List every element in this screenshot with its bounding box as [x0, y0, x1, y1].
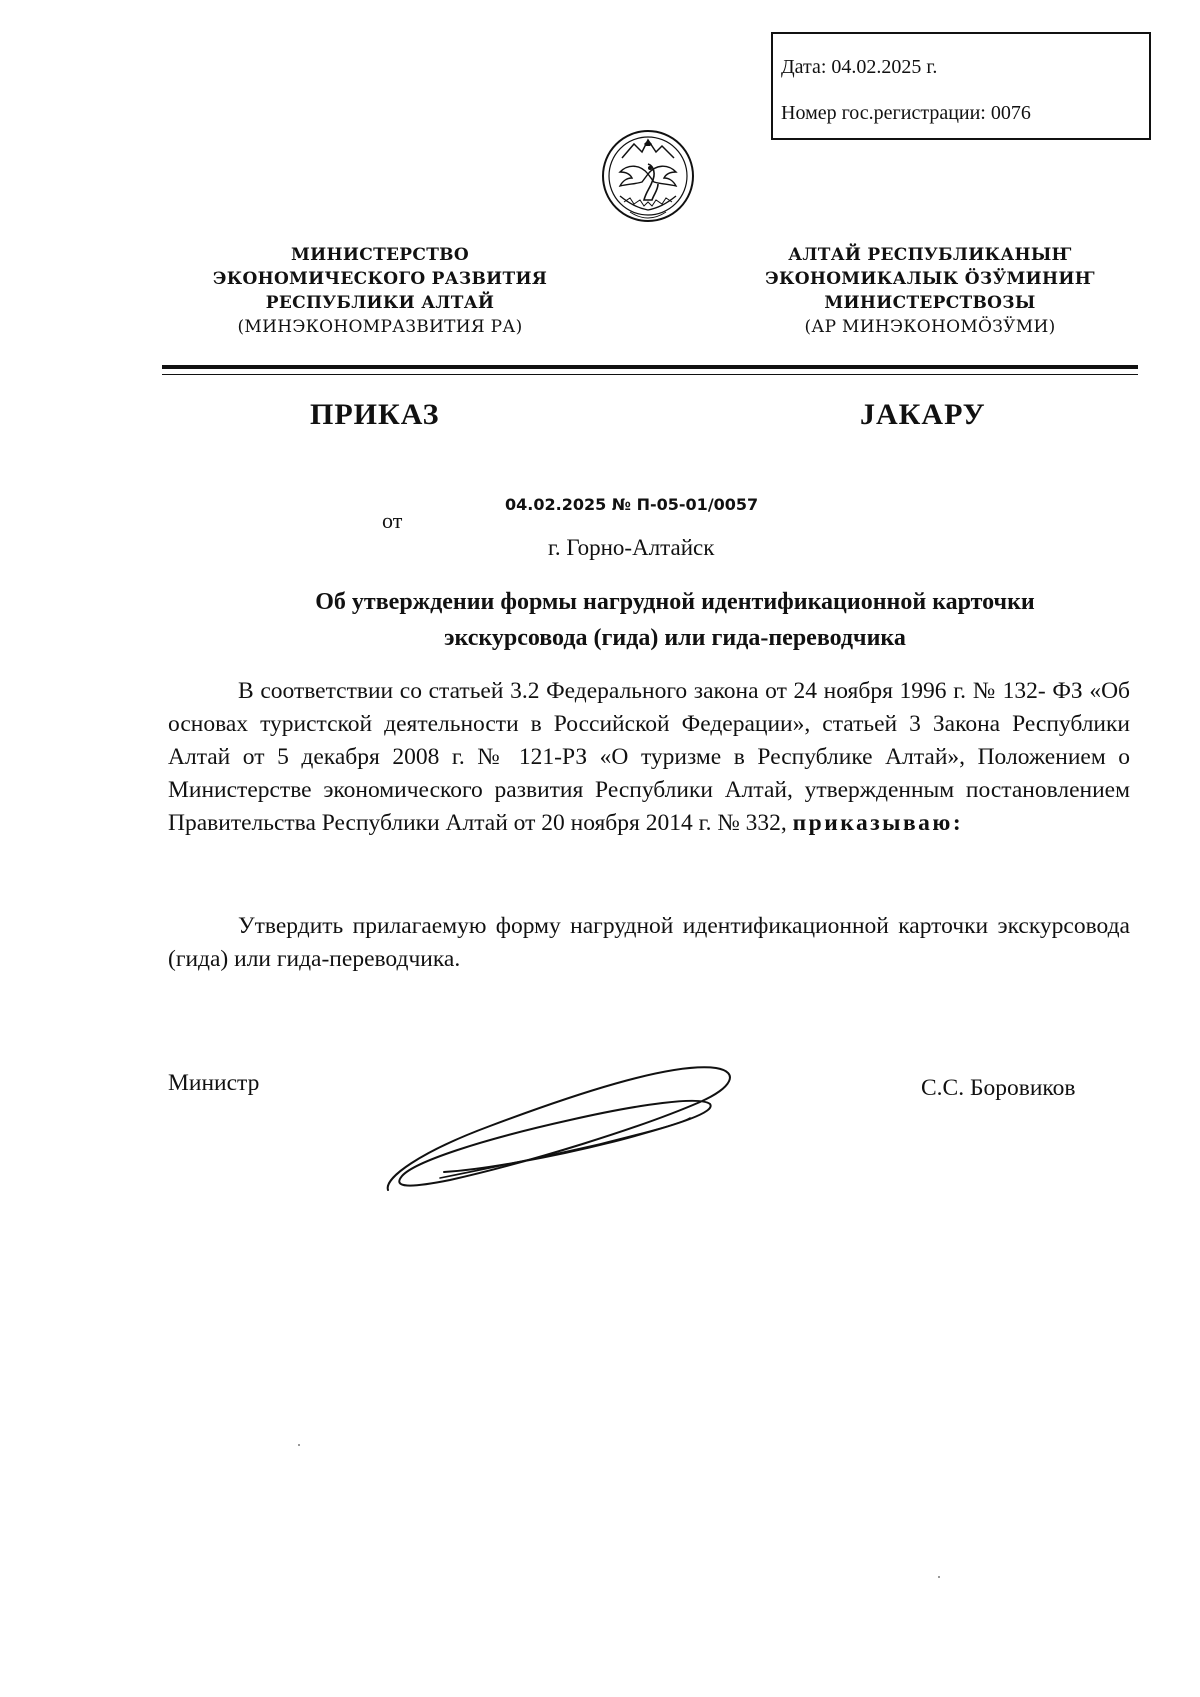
body-paragraph-1 [168, 675, 1130, 840]
registration-number-label: Номер гос.регистрации: [781, 102, 986, 124]
order-number: 04.02.2025 № П-05-01/0057 [505, 495, 759, 514]
registration-date-value: 04.02.2025 г. [831, 56, 938, 78]
order-city: г. Горно-Алтайск [548, 535, 715, 560]
ministry-header-russian [200, 243, 560, 339]
order-directive: приказываю: [792, 810, 964, 836]
order-title-russian: ПРИКАЗ [310, 398, 440, 431]
ministry-altai-line-3: МИНИСТЕРСТВОЗЫ [824, 293, 1036, 313]
ministry-abbreviation: (МИНЭКОНОМРАЗВИТИЯ РА) [237, 317, 523, 337]
ministry-line-2: ЭКОНОМИЧЕСКОГО РАЗВИТИЯ [212, 269, 548, 289]
order-subject-line-2: экскурсовода (гида) или гида-переводчика [444, 625, 906, 651]
header-divider-thin [162, 374, 1138, 375]
order-date-prefix: от [382, 508, 403, 533]
order-subject-line-1: Об утверждении формы нагрудной идентификационной карточки [315, 589, 1035, 615]
ministry-altai-abbreviation: (АР МИНЭКОНОМÖЗӰМИ) [804, 317, 1056, 337]
handwritten-signature [380, 1040, 770, 1220]
ministry-altai-line-2: ЭКОНОМИКАЛЫК ÖЗӰМИНИҤ [765, 269, 1095, 289]
signatory-position: Министр [168, 1070, 260, 1096]
body-paragraph-1-text: В соответствии со статьей 3.2 Федерального закона от 24 ноября 1996 г. № 132- ФЗ «Об основах туристской деятельности в Российской Федерации», статьей 3 Закона Республики Алтай от 5 декабря 2008 г. № 121-РЗ «О туризме в Республике Алтай», Положением о Министерстве экономического развития Республики Алтай, утвержденным постановлением Правительства Республики Алтай от 20 ноября 2014 г. № 332, [168, 678, 1130, 836]
order-subject [230, 584, 1120, 656]
registration-number [781, 102, 1031, 125]
header-divider-thick [162, 365, 1138, 369]
altai-emblem-icon [600, 124, 696, 228]
registration-box [771, 32, 1151, 140]
registration-number-value: 0076 [990, 102, 1031, 124]
ministry-line-3: РЕСПУБЛИКИ АЛТАЙ [265, 293, 495, 313]
registration-date-label: Дата: [781, 56, 827, 78]
order-title-altai: JАКАРУ [860, 398, 986, 431]
registration-date [781, 56, 937, 79]
body-paragraph-2: Утвердить прилагаемую форму нагрудной идентификационной карточки экскурсовода (гида) или гида-переводчика. [168, 913, 1130, 972]
signatory-name: С.С. Боровиков [921, 1075, 1076, 1101]
scan-speck [938, 1576, 940, 1578]
ministry-header-altai [740, 243, 1120, 339]
ministry-altai-line-1: АЛТАЙ РЕСПУБЛИКАНЫҤ [788, 245, 1072, 265]
ministry-line-1: МИНИСТЕРСТВО [291, 245, 469, 265]
scan-speck [298, 1444, 300, 1446]
